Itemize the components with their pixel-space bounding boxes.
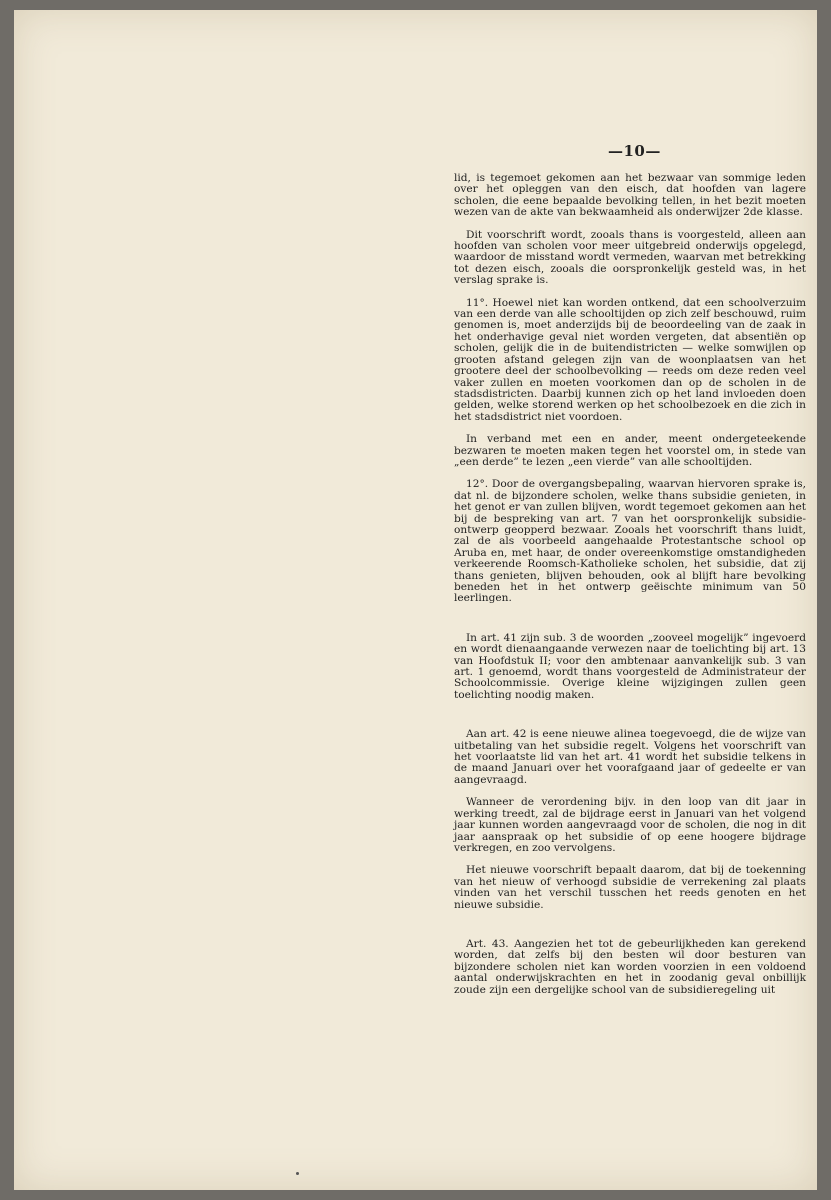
paragraph-art-41: In art. 41 zijn sub. 3 de woorden „zooveel mogelijk” ingevoerd en wordt dienaangaande verwezen naar de toelichting bij art. 13 van Hoofdstuk II; voor den ambtenaar aanvankelijk sub. 3 van art. 1 genoemd, wordt thans voorgesteld de Administrateur der Schoolcommissie. Overige kleine wijzigingen zullen geen toelichting noodig maken. [454, 631, 806, 701]
text-column [454, 173, 806, 996]
paragraph-in-verband: In verband met een en ander, meent ondergeteekende bezwaren te moeten maken tegen het voorstel om, in stede van „een derde” te lezen „een vierde” van alle schooltijden. [454, 433, 806, 468]
paragraph-wanneer: Wanneer de verordening bijv. in den loop van dit jaar in werking treedt, zal de bijdrage eerst in Januari van het volgend jaar kunnen worden aangevraagd voor de scholen, die nog in dit jaar aanspraak op het subsidie of op eene hoogere bijdrage verkregen, en zoo vervolgens. [454, 796, 806, 854]
paper-speck [296, 1172, 299, 1175]
paragraph-art-43: Art. 43. Aangezien het tot de gebeurlijkheden kan gerekend worden, dat zelfs bij den besten wil door besturen van bijzondere scholen niet kan worden voorzien in een voldoend aantal onderwijskrachten en het in zoodanig geval onbillijk zoude zijn een dergelijke school van de subsidieregeling uit [454, 937, 806, 996]
paragraph-dit-voorschrift: Dit voorschrift wordt, zooals thans is voorgesteld, alleen aan hoofden van scholen voor meer uitgebreid onderwijs opgelegd, waardoor de misstand wordt vermeden, waarvan met betrekking tot dezen eisch, zooals die oorspronkelijk gesteld was, in het verslag sprake is. [454, 228, 806, 287]
page-number: —10— [608, 142, 661, 160]
paragraph-het-nieuwe: Het nieuwe voorschrift bepaalt daarom, dat bij de toekenning van het nieuw of verhoogd subsidie de verrekening zal plaats vinden van het verschil tusschen het reeds genoten en het nieuwe subsidie. [454, 864, 806, 911]
paragraph-point-12: 12°. Door de overgangsbepaling, waarvan hiervoren sprake is, dat nl. de bijzondere scholen, welke thans subsidie genieten, in het genot er van zullen blijven, wordt tegemoet gekomen aan het bij de bespreking van art. 7 van het oorspronkelijk subsidie-ontwerp geopperd bezwaar. Zooals het voorschrift thans luidt, zal de als voorbeeld aangehaalde Protestantsche school op Aruba en, met haar, de onder overeenkomstige omstandigheden verkeerende Roomsch-Katholieke scholen, het subsidie, dat zij thans genieten, blijven behouden, ook al blijft hare bevolking beneden het in het ontwerp geëischte minimum van 50 leerlingen. [454, 478, 806, 605]
paragraph-point-11: 11°. Hoewel niet kan worden ontkend, dat een schoolverzuim van een derde van alle schooltijden op zich zelf beschouwd, ruim genomen is, moet anderzijds bij de beoordeeling van de zaak in het onderhavige geval niet worden vergeten, dat absentiën op scholen, gelijk die in de buitendistricten — welke somwijlen op grooten afstand gelegen zijn van de woonplaatsen van het grootere deel der schoolbevolking — reeds om deze reden veel vaker zullen en moeten voorkomen dan op de scholen in de stadsdistricten. Daarbij kunnen zich op het land invloeden doen gelden, welke storend werken op het schoolbezoek en die zich in het stadsdistrict niet voordoen. [454, 296, 806, 423]
paragraph-art-42: Aan art. 42 is eene nieuwe alinea toegevoegd, die de wijze van uitbetaling van het subsidie regelt. Volgens het voorschrift van het voorlaatste lid van het art. 41 wordt het subsidie telkens in de maand Januari over het voorafgaand jaar of gedeelte er van aangevraagd. [454, 728, 806, 786]
paragraph-continuation: lid, is tegemoet gekomen aan het bezwaar van sommige leden over het opleggen van den eisch, dat hoofden van lagere scholen, die eene bepaalde bevolking tellen, in het bezit moeten wezen van de akte van bekwaamheid als onderwijzer 2de klasse. [454, 172, 806, 219]
document-page [14, 10, 817, 1190]
